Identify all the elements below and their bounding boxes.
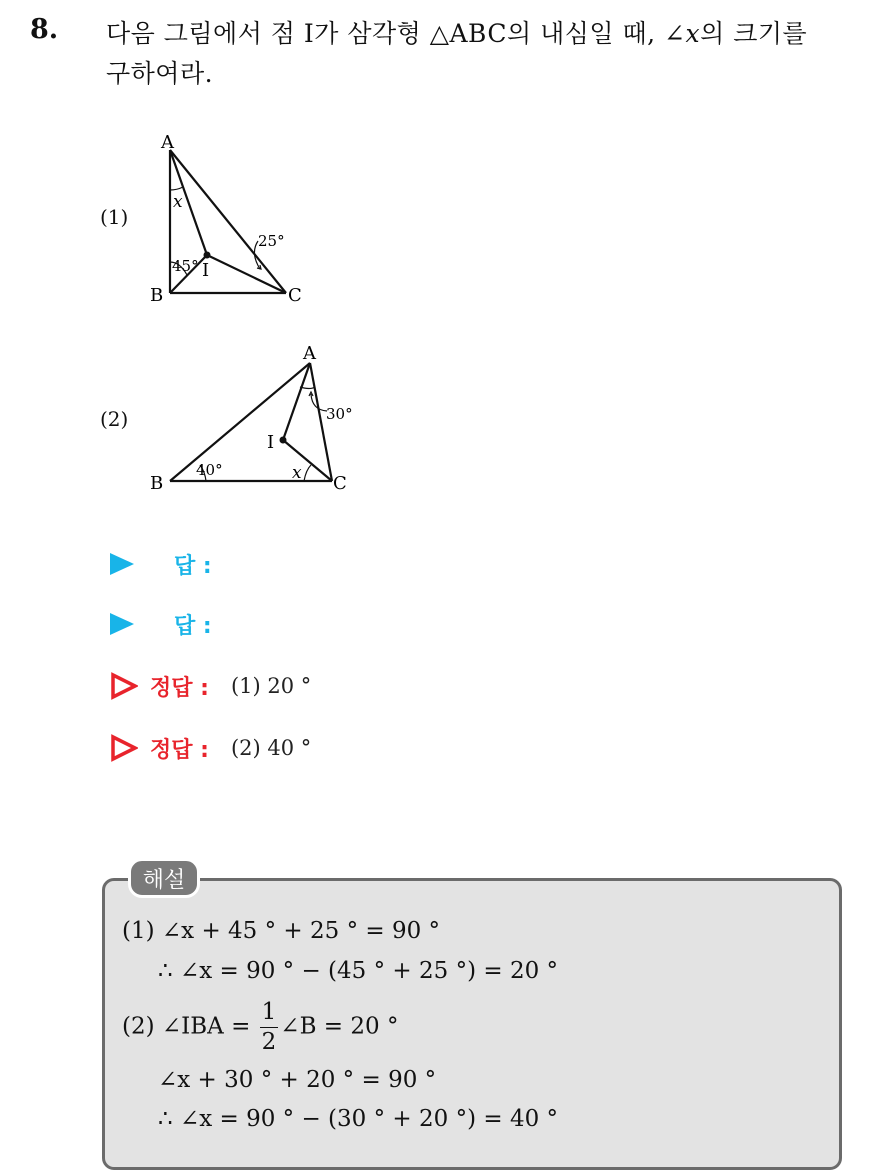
question-number: 8.: [30, 14, 59, 45]
solution-line-5: ∴ ∠x = 90 ° − (30 ° + 20 °) = 40 °: [158, 1106, 559, 1132]
correct-row-2: [110, 730, 311, 766]
fraction-half: [260, 1001, 279, 1054]
fig1-vertex-c: C: [288, 285, 302, 306]
fig2-vertex-a: A: [303, 343, 316, 364]
fig1-vertex-a: A: [161, 132, 174, 153]
fig2-angle-b: 40°: [196, 461, 223, 479]
correct-label: 정답 :: [150, 737, 209, 763]
fig2-vertex-c: C: [333, 473, 347, 494]
play-icon: [110, 553, 134, 575]
solution-line-3: [122, 1001, 398, 1054]
fig2-vertex-b: B: [150, 473, 164, 494]
fig2-incenter-label: I: [267, 432, 275, 453]
figure2-label: (2): [100, 407, 129, 431]
solution-line-3-b: ∠B = 20 °: [280, 1013, 399, 1040]
question-text-part1: 다음 그림에서 점 I가 삼각형 △ABC의 내심일 때, ∠: [106, 19, 686, 48]
fig2-angle-x: x: [292, 463, 302, 483]
fraction-numerator: 1: [260, 1001, 279, 1028]
answer-label: 답 :: [174, 613, 212, 639]
answer-label: 답 :: [174, 553, 212, 579]
correct-value: (2) 40 °: [230, 736, 312, 760]
fig1-incenter-label: I: [202, 260, 210, 281]
answer-row-2[interactable]: [110, 606, 212, 642]
solution-line-2: ∴ ∠x = 90 ° − (45 ° + 25 °) = 20 °: [158, 958, 559, 984]
solution-tab: 해설: [128, 858, 200, 898]
fig1-angle-c: 25°: [258, 232, 285, 250]
answer-row-1[interactable]: [110, 546, 212, 582]
figure1-diagram: [140, 128, 330, 310]
solution-line-1: (1) ∠x + 45 ° + 25 ° = 90 °: [122, 918, 441, 944]
outline-triangle-icon: [110, 734, 138, 762]
fraction-denominator: 2: [261, 1029, 277, 1055]
solution-line-4: ∠x + 30 ° + 20 ° = 90 °: [158, 1067, 437, 1093]
fig1-angle-x: x: [173, 192, 183, 212]
figure2-diagram: [140, 338, 360, 498]
correct-row-1: [110, 668, 311, 704]
question-text-line2: 구하여라.: [106, 59, 214, 88]
figure1-label: (1): [100, 205, 129, 229]
question-variable: x: [685, 19, 701, 48]
fig1-angle-b: 45°: [172, 257, 199, 275]
fig2-angle-a: 30°: [326, 405, 353, 423]
question-text-part2: 의 크기를: [700, 19, 808, 48]
question-text: [106, 14, 866, 94]
fig1-vertex-b: B: [150, 285, 164, 306]
correct-label: 정답 :: [150, 675, 209, 701]
correct-value: (1) 20 °: [230, 674, 312, 698]
play-icon: [110, 613, 134, 635]
solution-line-3-a: (2) ∠IBA =: [122, 1013, 251, 1040]
outline-triangle-icon: [110, 672, 138, 700]
